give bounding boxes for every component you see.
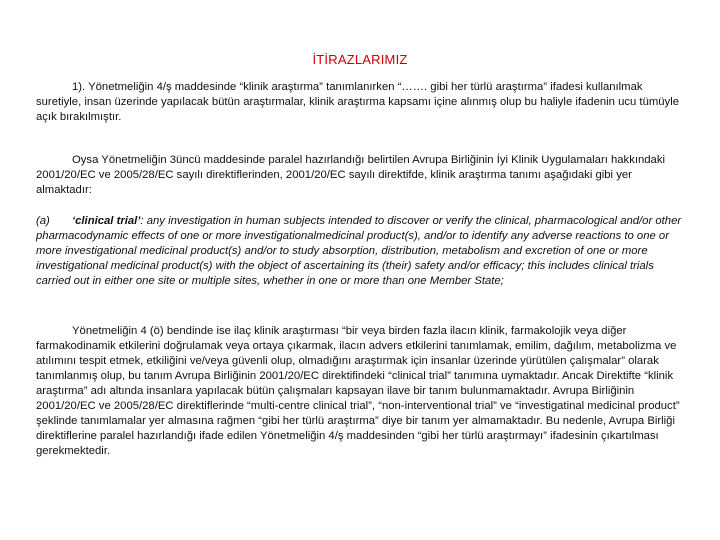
paragraph-regulation-comparison: Yönetmeliğin 4 (ö) bendinde ise ilaç klinik araştırması “bir veya birden fazla ilacın klinik, farmakolojik veya diğer farmakodinamik etkilerini doğrulamak veya ortaya çıkarmak, ilacın advers etkilerini tanımlamak, emilim, dağılım, metabolizma ve atılımını tespit etmek, etkiliğini ve/veya güvenli olup, olmadığını araştırmak için insanlar üzerinde yürütülen çalışmalar” olarak tanımlanmış olup, bu tanım Avrupa Birliğinin 2001/20/EC direktifindeki “clinical trial” tanımına uymaktadır. Ancak Direktifte “klinik araştırma” adı altında insanlara yapılacak bütün çalışmaları kapsayan ilave bir tanım bulunmamaktadır. Avrupa Birliğinin 2001/20/EC ve 2005/28/EC direktiflerinde “multi-centre clinical trial”, “non-interventional trial” ve “investigatinal medicinal product” şeklinde tanımlamalar yer almasına rağmen “gibi her türlü araştırma” diye bir tanım yer almamaktadır. Bu nedenle, Avrupa Birliği direktiflerine paralel hazırlandığı ifade edilen Yönetmeliğin 4/ş maddesinden “gibi her türlü araştırmayı” ifadesinin çıkartılması gerekmektedir. <box>36 325 680 457</box>
definition-term: ‘clinical trial’ <box>72 215 141 227</box>
page-title: İTİRAZLARIMIZ <box>312 52 408 67</box>
paragraph-objection-1: 1). Yönetmeliğin 4/ş maddesinde “klinik araştırma” tanımlanırken “……. gibi her türlü araştırma” ifadesi kullanılmak suretiyle, insan üzerinde yapılacak bütün araştırmalar, klinik araştırma kapsamı içine alınmış olup bu haliyle ifadenin ucu tümüyle açık bırakılmıştır. <box>36 81 679 123</box>
definition-label: (a) <box>36 215 50 227</box>
paragraph-eu-directive: Oysa Yönetmeliğin 3üncü maddesinde paralel hazırlandığı belirtilen Avrupa Birliğinin İyi Klinik Uygulamaları hakkındaki 2001/20/EC ve 2005/28/EC sayılı direktiflerinden, 2001/20/EC sayılı direktifde, klinik araştırma tanımı aşağıdaki gibi yer almaktadır: <box>36 154 665 196</box>
definition-text: : any investigation in human subjects intended to discover or verify the clinical, pharmacological and/or other pharmacodynamic effects of one or more investigationalmedicinal product(s), and/or to identify any adverse reactions to one or more investigational medicinal product(s) and/or to study absorption, distribution, metabolism and excretion of one or more investigational medicinal product(s) with the object of ascertaining its (their) safety and/or efficacy; this includes clinical trials carried out in either one site or multiple sites, whether in one or more than one Member State; <box>36 215 682 287</box>
definition-clinical-trial <box>36 214 686 289</box>
